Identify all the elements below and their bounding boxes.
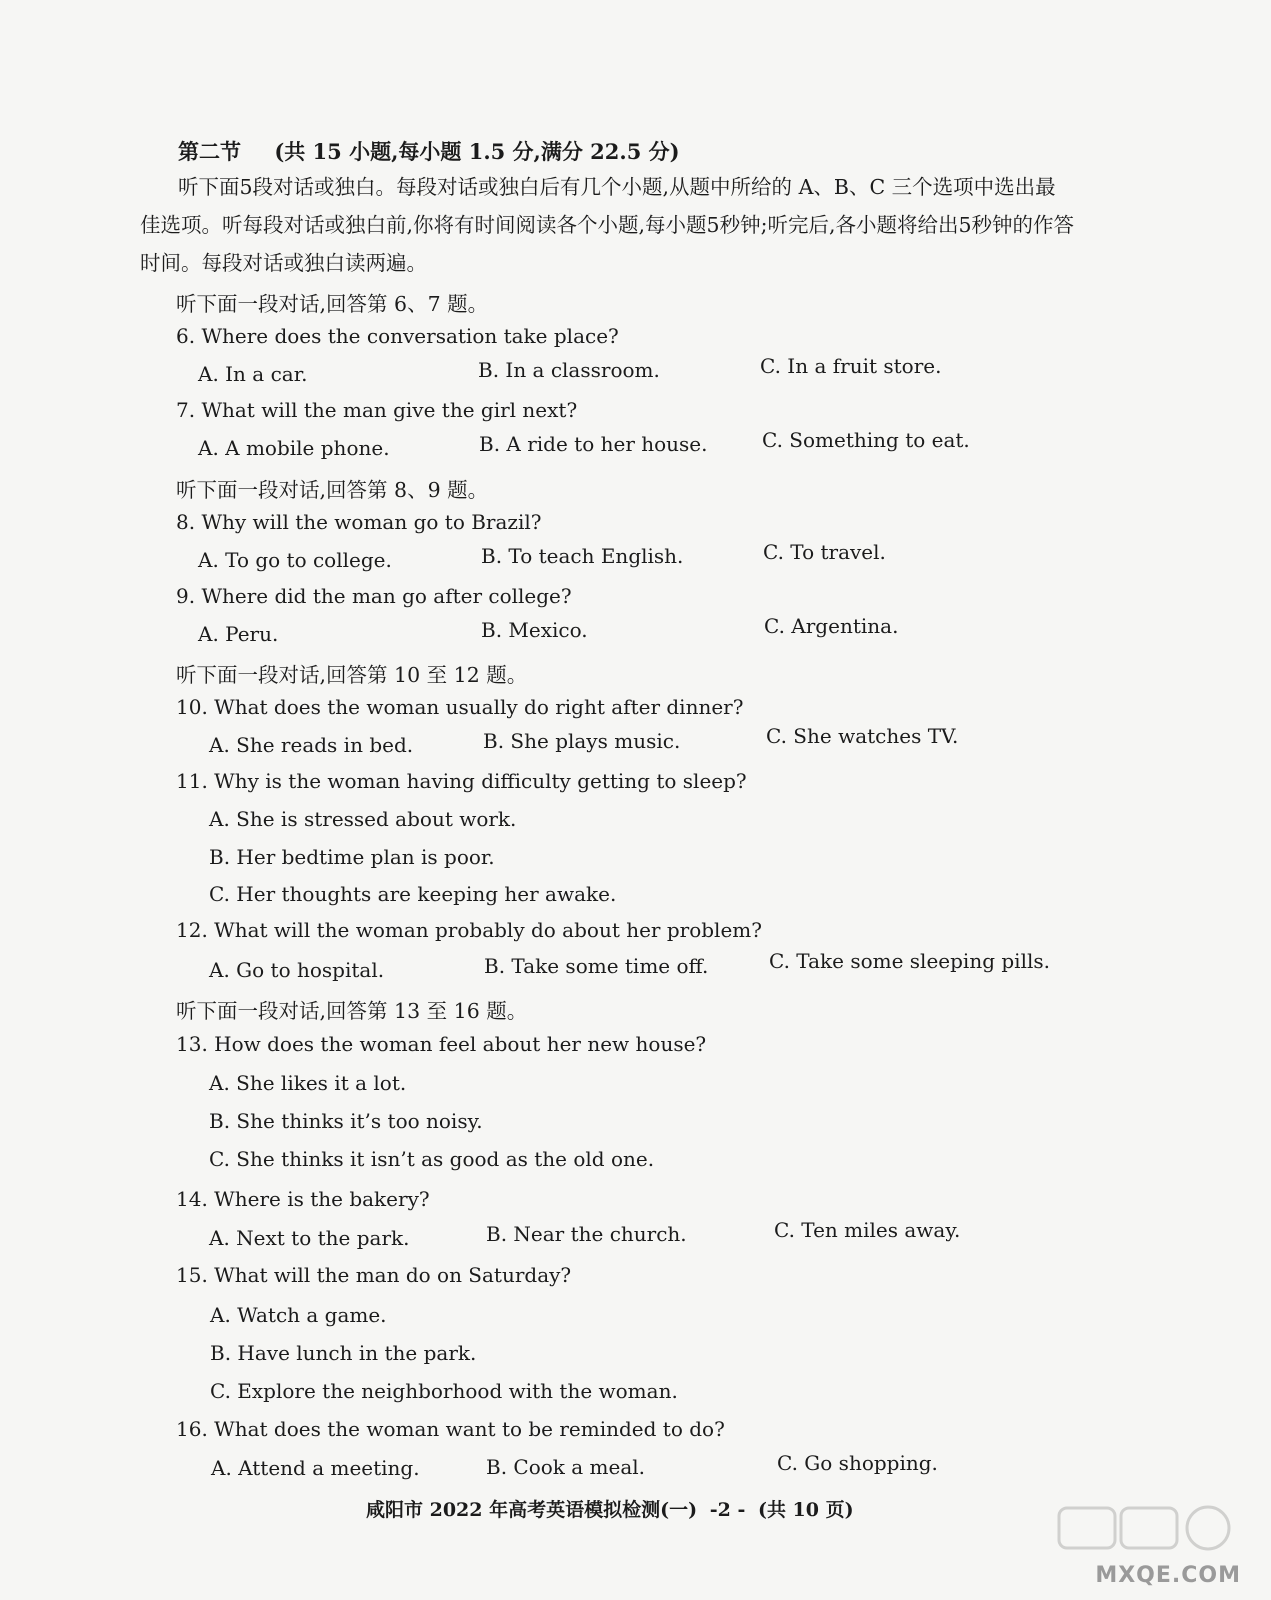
- option-c: C. To travel.: [763, 540, 886, 564]
- listening-cue: 听下面一段对话,回答第 10 至 12 题。: [176, 663, 528, 687]
- section-heading: [178, 136, 680, 166]
- option-b: B. A ride to her house.: [479, 432, 708, 456]
- option-c: C. She watches TV.: [766, 724, 959, 748]
- option-b: B. Cook a meal.: [486, 1455, 646, 1479]
- option-a: A. A mobile phone.: [198, 436, 390, 460]
- option-c: C. Argentina.: [764, 614, 899, 638]
- footer-page-number: -2 -: [709, 1499, 746, 1521]
- option-a: A. Go to hospital.: [209, 958, 385, 982]
- option-b: B. She thinks it’s too noisy.: [209, 1109, 483, 1133]
- option-a: A. To go to college.: [198, 548, 392, 572]
- option-a: A. She is stressed about work.: [209, 807, 517, 831]
- option-a: A. Watch a game.: [210, 1303, 387, 1327]
- page-footer: [366, 1495, 860, 1522]
- option-b: B. Take some time off.: [484, 954, 709, 978]
- question-stem: 12. What will the woman probably do about her problem?: [176, 918, 762, 942]
- instructions: 听下面5段对话或独白。每段对话或独白后有几个小题,从题中所给的 A、B、C 三个选项中选出最佳选项。听每段对话或独白前,你将有时间阅读各个小题,每小题5秒钟;听完后,各小题将给出5秒钟的作答时间。每段对话或独白读两遍。: [140, 175, 1075, 275]
- option-c: C. Her thoughts are keeping her awake.: [209, 882, 617, 906]
- option-a: A. In a car.: [198, 362, 308, 386]
- question-stem: 13. How does the woman feel about her new house?: [176, 1032, 707, 1056]
- question-stem: 10. What does the woman usually do right after dinner?: [176, 695, 744, 719]
- option-b: B. She plays music.: [483, 729, 681, 753]
- question-stem: 14. Where is the bakery?: [176, 1187, 430, 1211]
- listening-cue: 听下面一段对话,回答第 8、9 题。: [176, 478, 489, 502]
- question-stem: 16. What does the woman want to be reminded to do?: [176, 1417, 725, 1441]
- option-c: C. Something to eat.: [762, 428, 970, 452]
- option-b: B. Have lunch in the park.: [210, 1341, 477, 1365]
- listening-cue: 听下面一段对话,回答第 6、7 题。: [176, 292, 489, 316]
- option-c: C. Go shopping.: [777, 1451, 938, 1475]
- question-stem: 11. Why is the woman having difficulty getting to sleep?: [176, 769, 747, 793]
- option-c: C. Take some sleeping pills.: [769, 949, 1050, 973]
- option-b: B. Her bedtime plan is poor.: [209, 845, 495, 869]
- question-stem: 6. Where does the conversation take place?: [176, 324, 619, 348]
- option-b: B. In a classroom.: [478, 358, 660, 382]
- option-c: C. She thinks it isn’t as good as the old one.: [209, 1147, 655, 1171]
- option-a: A. She likes it a lot.: [209, 1071, 407, 1095]
- watermark-text: MXQE.COM: [1095, 1563, 1241, 1588]
- question-stem: 9. Where did the man go after college?: [176, 584, 572, 608]
- question-stem: 15. What will the man do on Saturday?: [176, 1263, 572, 1287]
- option-c: C. In a fruit store.: [760, 354, 942, 378]
- section-note: (共 15 小题,每小题 1.5 分,满分 22.5 分): [274, 139, 680, 164]
- option-c: C. Explore the neighborhood with the woman.: [210, 1379, 678, 1403]
- option-a: A. She reads in bed.: [209, 733, 414, 757]
- option-b: B. Mexico.: [481, 618, 588, 642]
- option-a: A. Attend a meeting.: [211, 1456, 420, 1480]
- listening-cue: 听下面一段对话,回答第 13 至 16 题。: [176, 999, 528, 1023]
- option-a: A. Peru.: [198, 622, 279, 646]
- footer-total-pages: (共 10 页): [757, 1499, 854, 1521]
- question-stem: 8. Why will the woman go to Brazil?: [176, 510, 542, 534]
- footer-title: 咸阳市 2022 年高考英语模拟检测(一): [366, 1499, 698, 1521]
- option-b: B. Near the church.: [486, 1222, 687, 1246]
- option-c: C. Ten miles away.: [774, 1218, 961, 1242]
- section-title: 第二节: [178, 139, 241, 164]
- option-b: B. To teach English.: [481, 544, 684, 568]
- option-a: A. Next to the park.: [209, 1226, 410, 1250]
- question-stem: 7. What will the man give the girl next?: [176, 398, 578, 422]
